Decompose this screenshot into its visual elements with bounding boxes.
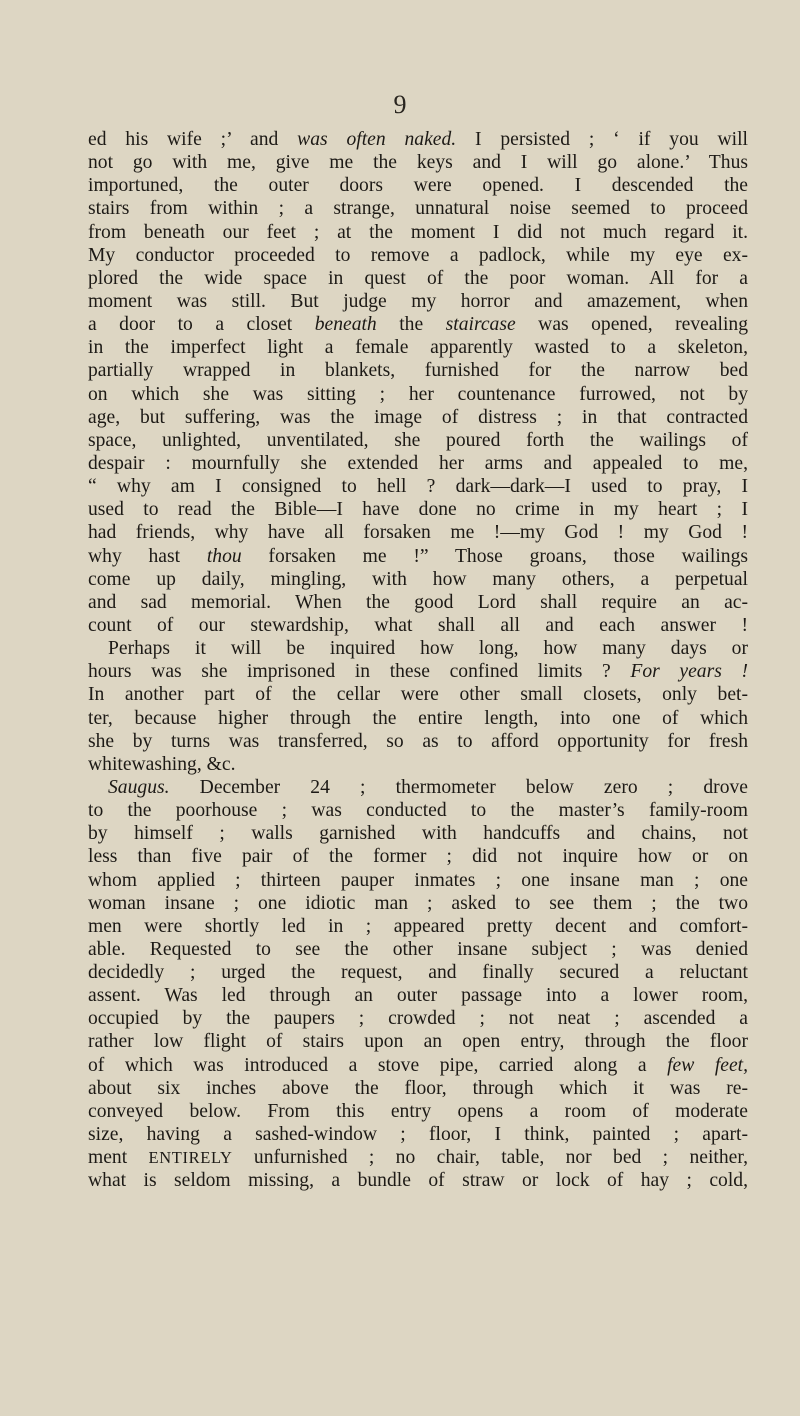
text-line: not go with me, give me the keys and I will go alone.’ Thus: [88, 152, 748, 174]
text-line: used to read the Bible—I have done no crime in my heart ; I: [88, 499, 748, 521]
text-line: assent. Was led through an outer passage into a lower room,: [88, 985, 748, 1007]
text-line: in the imperfect light a female apparently wasted to a skeleton,: [88, 337, 748, 359]
body-text: [88, 128, 748, 1192]
italic-emphasis: For years !: [630, 661, 748, 683]
text-line: about six inches above the floor, through which it was re-: [88, 1077, 748, 1099]
page-number: 9: [393, 90, 407, 119]
text-line: size, having a sashed-window ; floor, I think, painted ; apart-: [88, 1124, 748, 1146]
text-line: men were shortly led in ; appeared pretty decent and comfort-: [88, 915, 748, 937]
text-line: plored the wide space in quest of the poor woman. All for a: [88, 267, 748, 289]
text-line: why hast thou forsaken me !” Those groans, those wailings: [88, 545, 748, 567]
italic-emphasis: staircase: [445, 314, 516, 336]
text-line: rather low flight of stairs upon an open entry, through the floor: [88, 1031, 748, 1053]
text-line: of which was introduced a stove pipe, carried along a few feet,: [88, 1054, 748, 1076]
text-line: whitewashing, &c.: [88, 753, 236, 775]
text-line: In another part of the cellar were other small closets, only bet-: [88, 684, 748, 706]
text-line: woman insane ; one idiotic man ; asked to see them ; the two: [88, 892, 748, 914]
italic-emphasis: Saugus.: [108, 776, 170, 798]
text-line: Perhaps it will be inquired how long, how many days or: [108, 638, 748, 660]
text-line: partially wrapped in blankets, furnished for the narrow bed: [88, 360, 748, 382]
text-line: conveyed below. From this entry opens a room of moderate: [88, 1100, 748, 1122]
text-line: by himself ; walls garnished with handcuffs and chains, not: [88, 823, 748, 845]
text-line: despair : mournfully she extended her arms and appealed to me,: [88, 452, 748, 474]
text-line: occupied by the paupers ; crowded ; not neat ; ascended a: [88, 1008, 748, 1030]
italic-emphasis: beneath: [314, 314, 377, 336]
text-line: she by turns was transferred, so as to afford opportunity for fresh: [88, 730, 748, 752]
small-caps-emphasis: ENTIRELY: [148, 1148, 233, 1168]
italic-emphasis: was often naked.: [297, 129, 457, 150]
text-line: a door to a closet beneath the staircase was opened, revealing: [88, 314, 748, 336]
text-line: moment was still. But judge my horror and amazement, when: [88, 290, 748, 312]
text-line: count of our stewardship, what shall all and each answer !: [88, 614, 748, 636]
text-line: importuned, the outer doors were opened. I descended the: [88, 175, 748, 197]
text-line: what is seldom missing, a bundle of straw or lock of hay ; cold,: [88, 1170, 748, 1192]
text-line: come up daily, mingling, with how many others, a perpetual: [88, 568, 748, 590]
text-line: hours was she imprisoned in these confined limits ? For years !: [88, 661, 748, 683]
text-line: on which she was sitting ; her countenance furrowed, not by: [88, 383, 748, 405]
text-line: from beneath our feet ; at the moment I did not much regard it.: [88, 221, 748, 243]
text-line: ment ENTIRELY unfurnished ; no chair, table, nor bed ; neither,: [88, 1147, 748, 1169]
text-line: ter, because higher through the entire length, into one of which: [88, 707, 748, 729]
italic-emphasis: thou: [206, 545, 242, 567]
text-line: able. Requested to see the other insane subject ; was denied: [88, 938, 748, 960]
text-line: age, but suffering, was the image of distress ; in that contracted: [88, 406, 748, 428]
text-line: and sad memorial. When the good Lord shall require an ac-: [88, 591, 748, 613]
text-line: to the poorhouse ; was conducted to the master’s family-room: [88, 800, 748, 822]
text-line: stairs from within ; a strange, unnatural noise seemed to proceed: [88, 198, 748, 220]
text-line: had friends, why have all forsaken me !—my God ! my God !: [88, 522, 748, 544]
italic-emphasis: few feet,: [667, 1054, 748, 1076]
text-line: ed his wife ;’ and was often naked. I persisted ; ‘ if you will: [88, 129, 748, 150]
text-line: whom applied ; thirteen pauper inmates ; one insane man ; one: [88, 869, 748, 891]
text-line: “ why am I consigned to hell ? dark—dark—I used to pray, I: [88, 476, 748, 498]
text-line: My conductor proceeded to remove a padlock, while my eye ex-: [88, 244, 748, 266]
text-line: Saugus. December 24 ; thermometer below zero ; drove: [108, 776, 748, 798]
text-line: decidedly ; urged the request, and finally secured a reluctant: [88, 962, 748, 984]
text-line: space, unlighted, unventilated, she poured forth the wailings of: [88, 429, 748, 451]
text-line: less than five pair of the former ; did not inquire how or on: [88, 846, 748, 868]
